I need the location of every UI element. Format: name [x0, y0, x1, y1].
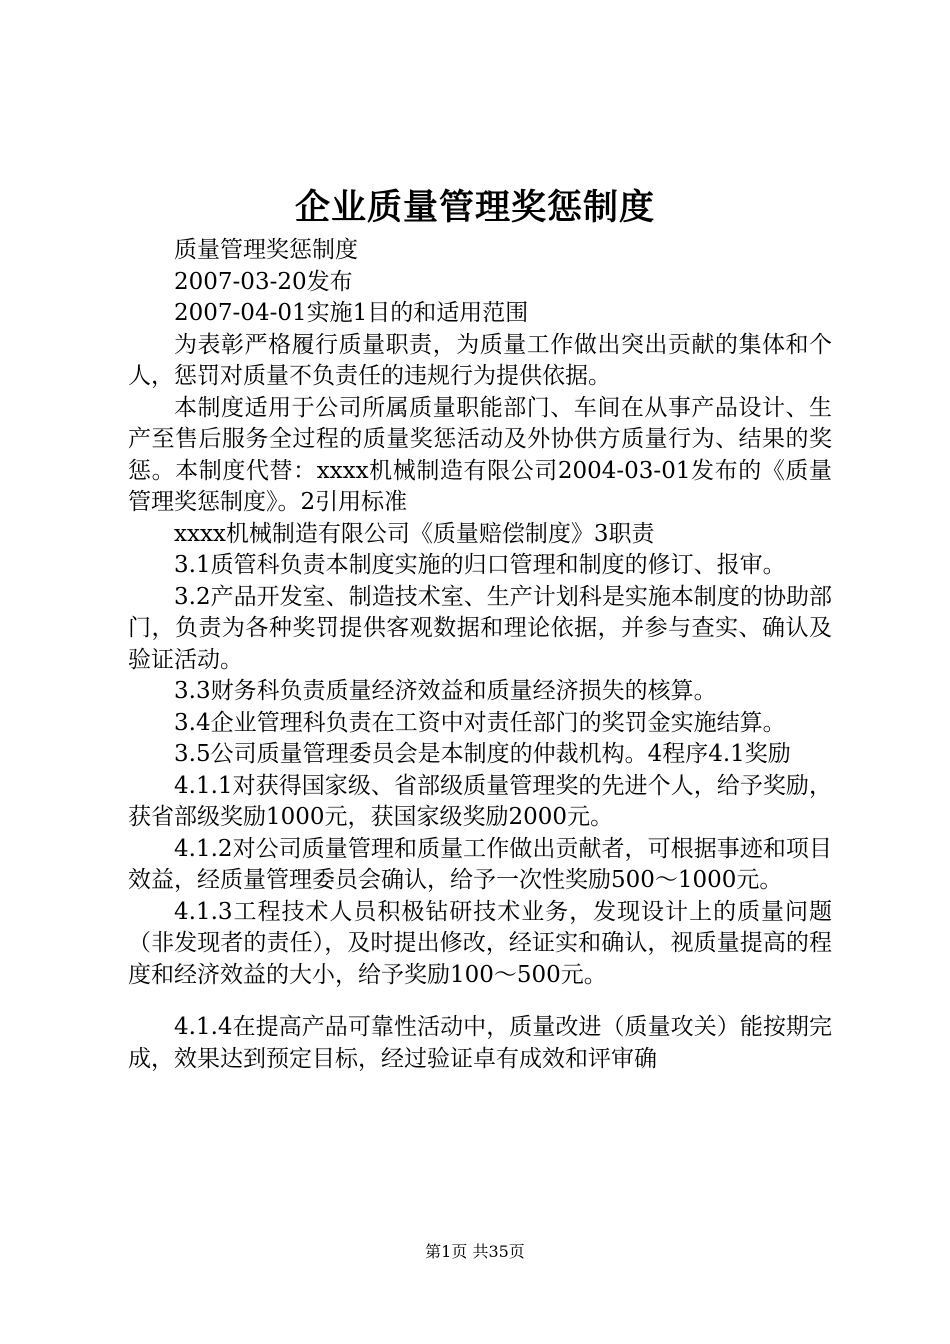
paragraph: 4.1.3工程技术人员积极钻研技术业务，发现设计上的质量问题（非发现者的责任），及时提出修改，经证实和确认，视质量提高的程度和经济效益的大小，给予奖励100～500元。 — [128, 898, 832, 988]
paragraph: xxxx机械制造有限公司《质量赔偿制度》3职责 — [174, 520, 655, 547]
paragraph: 3.3财务科负责质量经济效益和质量经济损失的核算。 — [174, 678, 717, 704]
paragraph: 3.1质管科负责本制度实施的归口管理和制度的修订、报审。 — [174, 552, 786, 578]
paragraph: 2007-03-20发布 — [174, 268, 353, 295]
paragraph: 4.1.2对公司质量管理和质量工作做出贡献者，可根据事迹和项目效益，经质量管理委员会确认，给予一次性奖励500～1000元。 — [128, 835, 832, 893]
paragraph: 质量管理奖惩制度 — [174, 237, 358, 263]
paragraph: 本制度适用于公司所属质量职能部门、车间在从事产品设计、生产至售后服务全过程的质量奖惩活动及外协供方质量行为、结果的奖惩。本制度代替：xxxx机械制造有限公司2004-03-01发布的《质量管理奖惩制度》。2引用标准 — [128, 394, 832, 515]
page-number-footer: 第1页 共35页 — [425, 1242, 525, 1261]
paragraph: 3.2产品开发室、制造技术室、生产计划科是实施本制度的协助部门，负责为各种奖罚提供客观数据和理论依据，并参与查实、确认及验证活动。 — [128, 583, 832, 673]
paragraph: 3.4企业管理科负责在工资中对责任部门的奖罚金实施结算。 — [174, 709, 786, 736]
paragraph: 2007-04-01实施1目的和适用范围 — [174, 300, 529, 326]
document-body — [128, 235, 832, 1075]
document-title: 企业质量管理奖惩制度 — [294, 187, 655, 228]
paragraph: 3.5公司质量管理委员会是本制度的仲裁机构。4程序4.1奖励 — [174, 741, 791, 767]
paragraph: 4.1.4在提高产品可靠性活动中，质量改进（质量攻关）能按期完成，效果达到预定目标，经过验证卓有成效和评审确 — [128, 1014, 832, 1072]
paragraph: 为表彰严格履行质量职责，为质量工作做出突出贡献的集体和个人，惩罚对质量不负责任的违规行为提供依据。 — [128, 331, 832, 389]
paragraph: 4.1.1对获得国家级、省部级质量管理奖的先进个人，给予奖励，获省部级奖励1000元，获国家级奖励2000元。 — [128, 772, 832, 830]
